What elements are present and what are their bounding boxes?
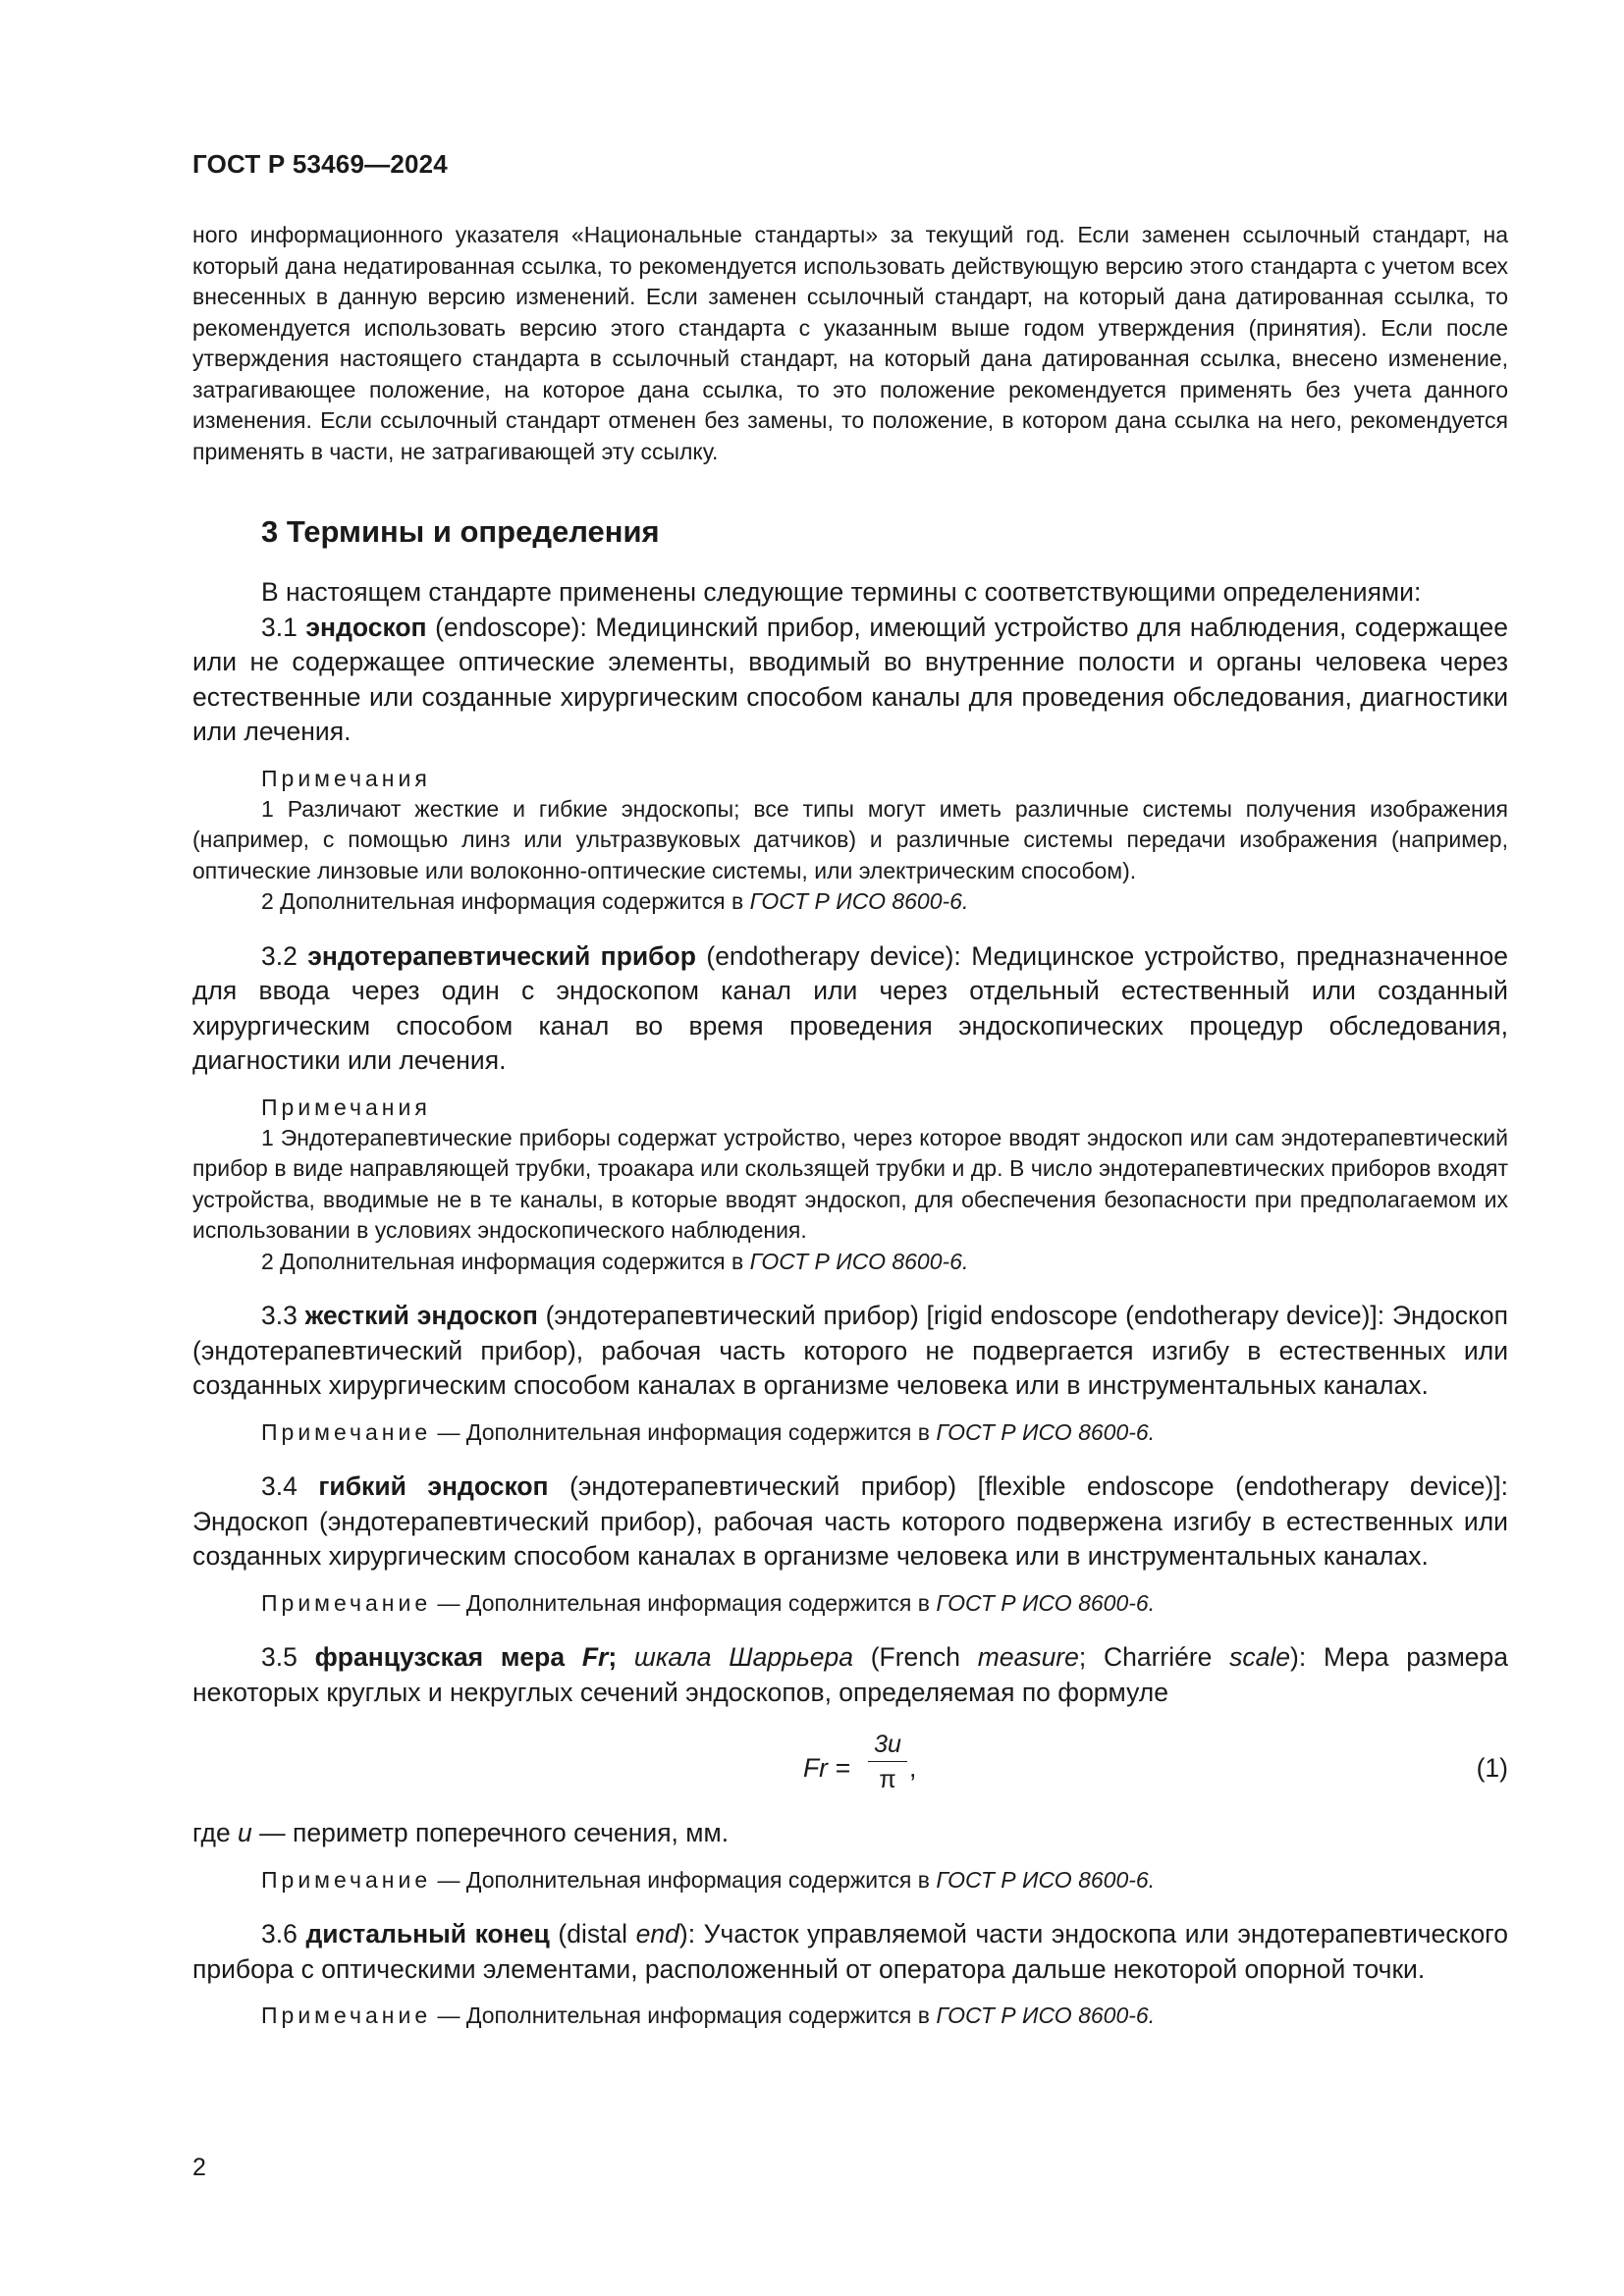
term-3-1 (192, 611, 1508, 750)
term-definition: Медицинский прибор, имеющий устройство для наблюдения, содержащее или не содержащее оптические элементы, вводимый во внутренние полости и органы человека через естественные или созданные хирургическим способом каналы для проведения обследования, диагностики или лечения. (192, 612, 1509, 746)
note-3-1-2 (192, 886, 1508, 918)
term-number: 3.6 (261, 1919, 306, 1949)
note-label: Примечание (261, 1418, 432, 1445)
term-3-6: 3.6 дистальный конец (distal end): Участок управляемой части эндоскопа или эндотерапевтического прибора с оптическими элементами, расположенный от оператора дальше некоторой опорной точки. (192, 1919, 1508, 1984)
term-english: (endotherapy device): (695, 940, 972, 971)
note-reference: ГОСТ Р ИСО 8600-6. (936, 2002, 1156, 2028)
term-definition: Эндоскоп (эндотерапевтический прибор), рабочая часть которого не подвергается изгибу в естественных или созданных хирургическим способом каналах в организме человека или в инструментальных каналах. (192, 1301, 1509, 1400)
page-number: 2 (192, 2154, 206, 2181)
term-3-5: 3.5 французская мера Fr; шкала Шаррьера (French measure; Charriére scale): Мера размера некоторых круглых и некруглых сечений эндоскопов, определяемая по формуле (192, 1642, 1509, 1707)
note-text: Дополнительная информация содержится в (465, 1418, 937, 1445)
term-english: (эндотерапевтический прибор) [flexible endoscope (endotherapy device)]: (548, 1471, 1508, 1501)
term-name: французская мера (314, 1642, 582, 1672)
document-header: ГОСТ Р 53469—2024 (192, 149, 448, 179)
note-reference: ГОСТ Р ИСО 8600-6. (936, 1866, 1156, 1893)
note-text: Дополнительная информация содержится в (465, 2002, 937, 2028)
note-reference: ГОСТ Р ИСО 8600-6. (749, 1248, 969, 1274)
note-3-2-2 (192, 1247, 1508, 1278)
formula-block: Fr = 3u π , (1) (803, 1731, 1508, 1793)
note-3-4: Примечание — Дополнительная информация содержится в ГОСТ Р ИСО 8600-6. (261, 1589, 1156, 1616)
term-synonym: шкала Шаррьера (633, 1642, 853, 1672)
formula-lhs: Fr = (803, 1753, 850, 1783)
term-definition: Эндоскоп (эндотерапевтический прибор), рабочая часть которого подвержена изгибу в естественных или созданных хирургическим способом каналах в организме человека или в инструментальных каналах. (192, 1506, 1508, 1571)
note-label: Примечание (261, 2002, 432, 2028)
notes-label: Примечания (261, 765, 431, 791)
note-text: Дополнительная информация содержится в (465, 1589, 937, 1616)
formula-fraction (868, 1730, 907, 1793)
document-body (192, 220, 1508, 2032)
term-name: эндоскоп (305, 612, 427, 642)
section-title: 3 Термины и определения (261, 514, 660, 549)
note-3-6: Примечание — Дополнительная информация содержится в ГОСТ Р ИСО 8600-6. (261, 2002, 1156, 2028)
section-lead: В настоящем стандарте применены следующие термины с соответствующими определениями: (261, 577, 1422, 607)
note-3-2-1: 1 Эндотерапевтические приборы содержат устройство, через которое вводят эндоскоп или сам эндотерапевтический прибор в виде направляющей трубки, троакара или скользящей трубки и др. В число эндотерапевтических приборов входят устройства, вводимые не в те каналы, в которые вводят эндоскоп, для обеспечения безопасности при предполагаемом их использовании в условиях эндоскопического наблюдения. (192, 1124, 1508, 1243)
intro-paragraph: ного информационного указателя «Национальные стандарты» за текущий год. Если заменен ссылочный стандарт, на который дана недатированная ссылка, то рекомендуется использовать действующую версию этого стандарта с учетом всех внесенных в данную версию изменений. Если заменен ссылочный стандарт, на который дана датированная ссылка, то рекомендуется использовать версию этого стандарта с указанным выше годом утверждения (принятия). Если после утверждения настоящего стандарта в ссылочный стандарт, на который дана датированная ссылка, внесено изменение, затрагивающее положение, на которое дана ссылка, то это положение рекомендуется применять без учета данного изменения. Если ссылочный стандарт отменен без замены, то положение, в котором дана ссылка на него, рекомендуется применять в части, не затрагивающей эту ссылку. (192, 222, 1508, 464)
formula-number: (1) (1476, 1753, 1508, 1783)
term-name: эндотерапевтический прибор (307, 940, 696, 971)
note-label: Примечание (261, 1866, 432, 1893)
term-definition: Участок управляемой части эндоскопа или эндотерапевтического прибора с оптическими элементами, расположенный от оператора дальше некоторой опорной точки. (192, 1919, 1508, 1984)
term-symbol: Fr (581, 1642, 609, 1672)
note-text: Дополнительная информация содержится в (465, 1866, 937, 1893)
term-english: (endoscope): (426, 612, 596, 642)
term-3-2 (192, 939, 1508, 1079)
term-3-4 (192, 1469, 1508, 1575)
note-3-3: Примечание — Дополнительная информация содержится в ГОСТ Р ИСО 8600-6. (261, 1418, 1156, 1445)
note-reference: ГОСТ Р ИСО 8600-6. (936, 1589, 1156, 1616)
term-number: 3.3 (261, 1301, 305, 1330)
term-number: 3.5 (261, 1642, 315, 1672)
term-definition: Медицинское устройство, предназначенное для ввода через один с эндоскопом канал или через отдельный естественный или созданный хирургическим способом канал во время проведения эндоскопических процедур обследования, диагностики или лечения. (192, 940, 1509, 1075)
fraction-bar (868, 1761, 907, 1762)
note-text: 2 Дополнительная информация содержится в (261, 1248, 750, 1274)
term-name: дистальный конец (305, 1919, 550, 1949)
note-text: 2 Дополнительная информация содержится в (261, 888, 750, 914)
term-name: жесткий эндоскоп (304, 1301, 538, 1330)
term-name: гибкий эндоскоп (318, 1471, 549, 1501)
term-english: (эндотерапевтический прибор) [rigid endoscope (endotherapy device)]: (537, 1301, 1392, 1330)
term-number: 3.1 (261, 612, 306, 642)
formula-variable: u (238, 1818, 252, 1847)
formula-where: где u — периметр поперечного сечения, мм. (192, 1818, 730, 1847)
note-3-5: Примечание — Дополнительная информация содержится в ГОСТ Р ИСО 8600-6. (261, 1866, 1156, 1893)
note-3-1-1: 1 Различают жесткие и гибкие эндоскопы; все типы могут иметь различные системы получения изображения (например, с помощью линз или ультразвуковых датчиков) и различные системы передачи изображения (например, оптические линзовые или волоконно-оптические системы, или электрическим способом). (192, 795, 1508, 883)
term-number: 3.4 (261, 1471, 319, 1501)
note-reference: ГОСТ Р ИСО 8600-6. (936, 1418, 1156, 1445)
term-3-3 (192, 1299, 1508, 1404)
term-definition: Мера размера некоторых круглых и некруглых сечений эндоскопов, определяемая по формуле (192, 1642, 1509, 1707)
term-number: 3.2 (261, 940, 308, 971)
note-label: Примечание (261, 1589, 432, 1616)
formula-numerator: 3u (874, 1731, 901, 1758)
formula-denominator: π (879, 1766, 896, 1793)
note-reference: ГОСТ Р ИСО 8600-6. (749, 888, 969, 914)
notes-label: Примечания (261, 1094, 431, 1120)
